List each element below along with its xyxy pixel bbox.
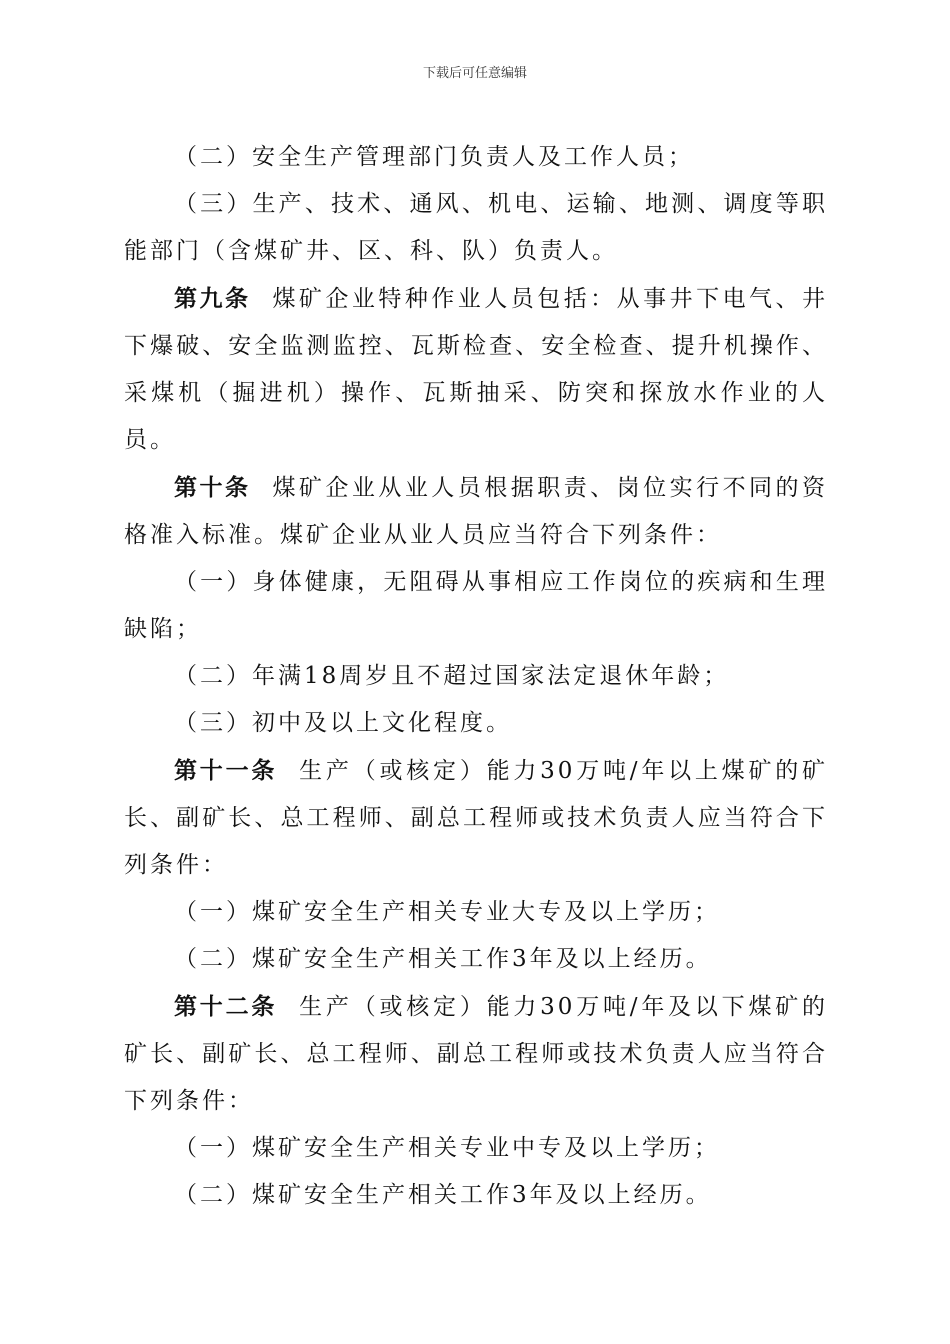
article-paragraph	[124, 983, 828, 1125]
paragraph-text: 生产（或核定）能力30万吨/年及以下煤矿的矿长、副矿长、总工程师、副总工程师或技术负责人应当符合下列条件：	[124, 994, 829, 1114]
paragraph	[124, 936, 828, 983]
paragraph	[124, 653, 828, 700]
paragraph-text: （一）身体健康，无阻碍从事相应工作岗位的疾病和生理缺陷；	[124, 569, 828, 642]
paragraph-text: （二）安全生产管理部门负责人及工作人员；	[174, 144, 694, 170]
paragraph	[124, 1172, 828, 1219]
paragraph-text: （二）年满18周岁且不超过国家法定退休年龄；	[174, 663, 730, 689]
article-title: 第十二条	[174, 993, 278, 1020]
article-title: 第十一条	[174, 757, 278, 784]
paragraph-text: （一）煤矿安全生产相关专业大专及以上学历；	[174, 899, 720, 925]
document-body	[124, 134, 828, 1219]
paragraph-text: （一）煤矿安全生产相关专业中专及以上学历；	[174, 1135, 720, 1161]
article-paragraph	[124, 747, 828, 889]
article-title: 第九条	[174, 285, 251, 312]
paragraph-text: 煤矿企业特种作业人员包括：从事井下电气、井下爆破、安全监测监控、瓦斯检查、安全检查、提升机操作、采煤机（掘进机）操作、瓦斯抽采、防突和探放水作业的人员。	[124, 286, 829, 453]
page-header: 下载后可任意编辑	[422, 66, 527, 81]
paragraph	[124, 559, 828, 653]
paragraph-text: 煤矿企业从业人员根据职责、岗位实行不同的资格准入标准。煤矿企业从业人员应当符合下列条件：	[124, 475, 829, 548]
paragraph-text: （二）煤矿安全生产相关工作3年及以上经历。	[174, 946, 712, 972]
article-paragraph	[124, 275, 828, 464]
paragraph	[124, 134, 828, 181]
paragraph	[124, 700, 828, 747]
paragraph	[124, 1125, 828, 1172]
paragraph	[124, 889, 828, 936]
paragraph-text: （二）煤矿安全生产相关工作3年及以上经历。	[174, 1182, 712, 1208]
article-title: 第十条	[174, 474, 251, 501]
paragraph-text: 生产（或核定）能力30万吨/年以上煤矿的矿长、副矿长、总工程师、副总工程师或技术负责人应当符合下列条件：	[124, 758, 829, 878]
article-paragraph	[124, 464, 828, 559]
paragraph-text: （三）初中及以上文化程度。	[174, 710, 512, 736]
paragraph	[124, 181, 828, 275]
paragraph-text: （三）生产、技术、通风、机电、运输、地测、调度等职能部门（含煤矿井、区、科、队）负责人。	[124, 191, 828, 264]
